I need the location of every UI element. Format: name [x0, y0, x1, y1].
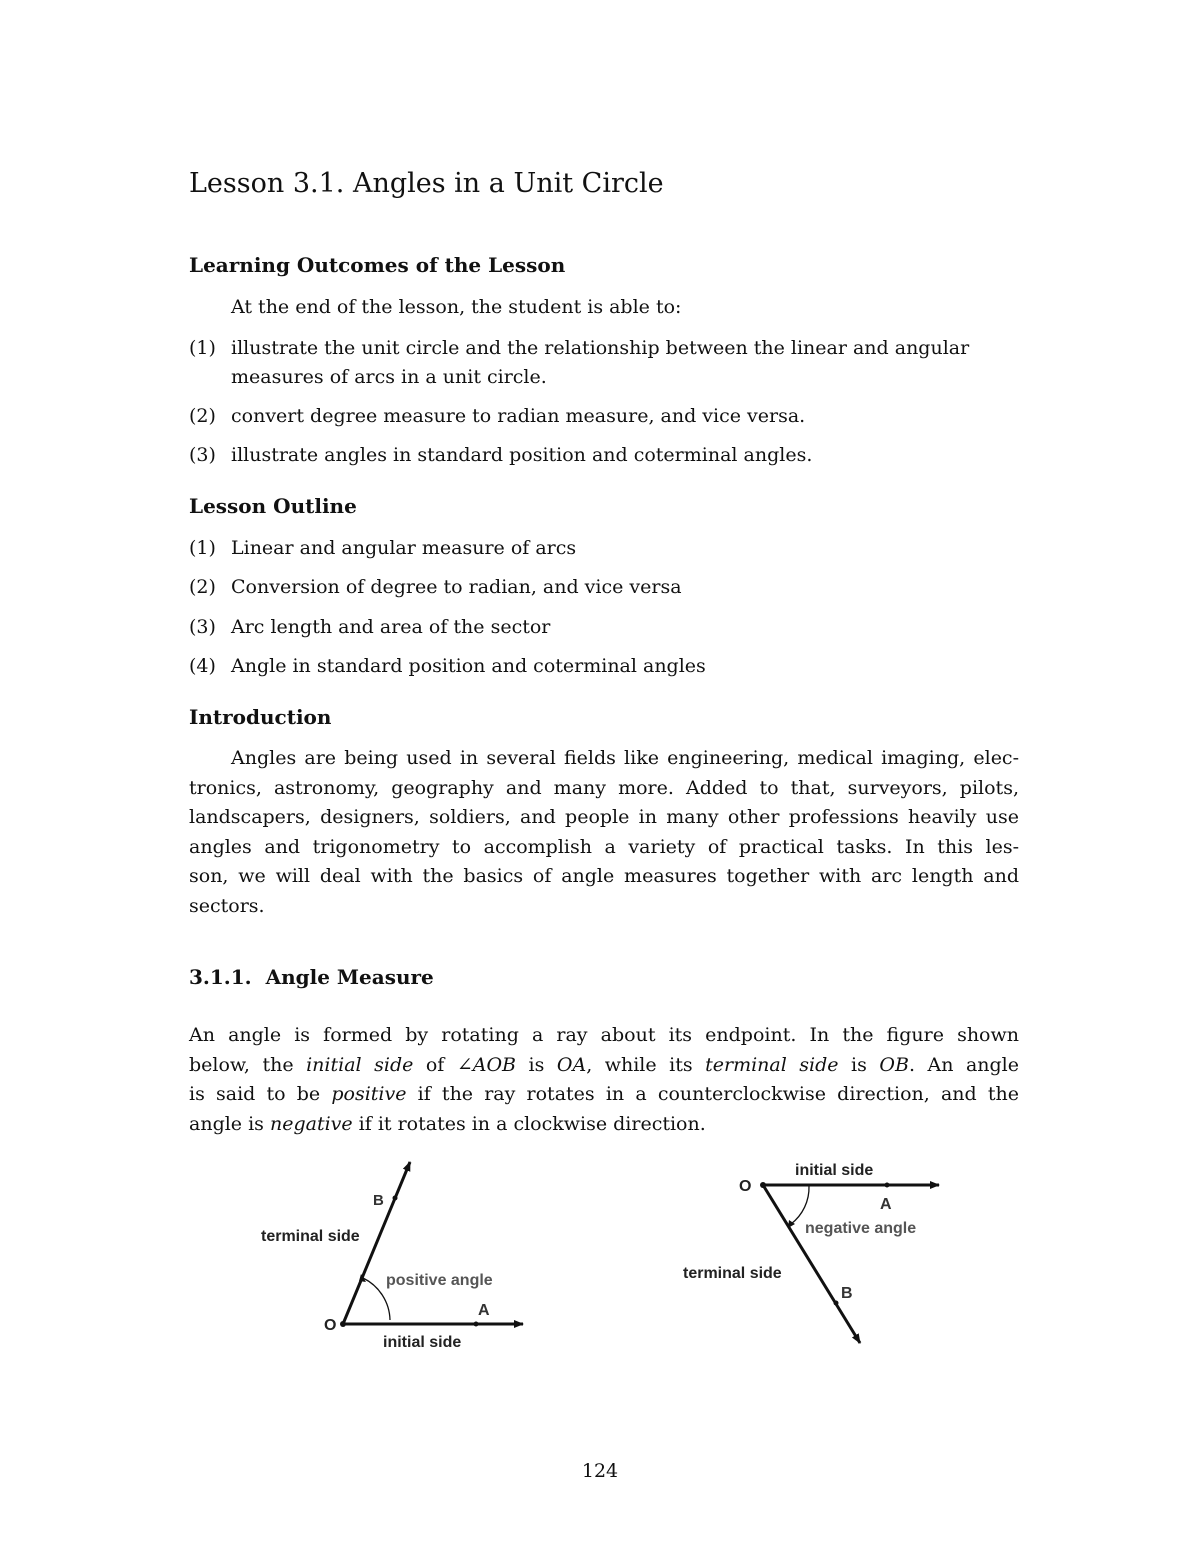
- label-a: A: [478, 1302, 490, 1319]
- label-negative-angle: negative angle: [805, 1220, 917, 1237]
- point-a: [474, 1322, 479, 1327]
- vertex-point-o: [760, 1182, 766, 1188]
- outcome-number: (3): [189, 444, 216, 466]
- math-oa: OA: [556, 1053, 587, 1076]
- label-positive-angle: positive angle: [386, 1272, 493, 1289]
- negative-angle-figure: [675, 1150, 950, 1355]
- outcome-text: measures of arcs in a unit circle.: [231, 366, 547, 388]
- term-initial-side: initial side: [306, 1053, 414, 1076]
- outline-heading: Lesson Outline: [189, 494, 357, 518]
- math-angle-aob: ∠AOB: [456, 1053, 517, 1076]
- outcome-text: illustrate the unit circle and the relationship between the linear and angular: [231, 337, 970, 359]
- outcome-text: convert degree measure to radian measure, and vice versa.: [231, 405, 806, 427]
- paragraph-line: tronics, astronomy, geography and many more. Added to that, surveyors, pilots,: [189, 776, 1019, 799]
- introduction-paragraph: [189, 744, 1019, 921]
- paragraph-line: Angles are being used in several fields like engineering, medical imaging, elec-: [231, 747, 1019, 769]
- outline-text: Conversion of degree to radian, and vice versa: [231, 576, 682, 598]
- text-run: below, the: [189, 1053, 307, 1076]
- text-run: is said to be: [189, 1083, 332, 1105]
- label-initial-side: initial side: [795, 1162, 874, 1179]
- text-run: of: [413, 1053, 457, 1076]
- label-b: B: [373, 1192, 384, 1209]
- point-b: [834, 1301, 839, 1306]
- paragraph-line: [189, 1110, 1019, 1140]
- text-run: , while its: [586, 1053, 706, 1076]
- term-negative: negative: [269, 1112, 353, 1135]
- paragraph-line: [189, 1051, 1019, 1081]
- outline-number: (4): [189, 655, 216, 677]
- text-run: angle is: [189, 1112, 270, 1135]
- outline-text: Arc length and area of the sector: [231, 616, 551, 638]
- outcome-text: illustrate angles in standard position and coterminal angles.: [231, 444, 813, 466]
- text-run: is: [516, 1053, 557, 1076]
- page-number: 124: [581, 1460, 619, 1482]
- outline-number: (3): [189, 616, 216, 638]
- outline-number: (1): [189, 537, 216, 559]
- label-a: A: [880, 1196, 892, 1213]
- positive-angle-figure: [250, 1150, 540, 1360]
- paragraph-line: An angle is formed by rotating a ray about its endpoint. In the figure shown: [189, 1024, 1019, 1046]
- outcomes-intro: At the end of the lesson, the student is able to:: [231, 296, 682, 318]
- outline-text: Angle in standard position and coterminal angles: [231, 655, 706, 677]
- outcomes-heading: Learning Outcomes of the Lesson: [189, 253, 566, 277]
- paragraph-line: landscapers, designers, soldiers, and people in many other professions heavily use: [189, 806, 1019, 828]
- label-initial-side: initial side: [383, 1334, 462, 1351]
- text-run: if the ray rotates in a counterclockwise direction, and the: [406, 1083, 1019, 1105]
- math-ob: OB: [879, 1053, 909, 1076]
- text-run: if it rotates in a clockwise direction.: [352, 1112, 706, 1135]
- negative-angle-arc: [791, 1186, 809, 1224]
- outcome-number: (2): [189, 405, 216, 427]
- term-positive: positive: [331, 1083, 407, 1105]
- lesson-title: Lesson 3.1. Angles in a Unit Circle: [189, 168, 664, 199]
- label-o: O: [739, 1178, 752, 1195]
- introduction-heading: Introduction: [189, 705, 332, 729]
- outcome-number: (1): [189, 337, 216, 359]
- label-terminal-side: terminal side: [683, 1265, 782, 1282]
- term-terminal-side: terminal side: [705, 1053, 839, 1076]
- outline-number: (2): [189, 576, 216, 598]
- outline-text: Linear and angular measure of arcs: [231, 537, 577, 559]
- terminal-side-ray: [763, 1185, 860, 1343]
- section-paragraph: [189, 1021, 1019, 1139]
- section-heading: 3.1.1. Angle Measure: [189, 965, 434, 989]
- text-run: is: [838, 1053, 880, 1076]
- text-run: . An angle: [908, 1053, 1019, 1076]
- vertex-point-o: [340, 1321, 346, 1327]
- paragraph-line: sectors.: [189, 894, 265, 917]
- paragraph-line: [189, 1080, 1019, 1110]
- label-terminal-side: terminal side: [261, 1228, 360, 1245]
- paragraph-line: son, we will deal with the basics of angle measures together with arc length and: [189, 865, 1019, 887]
- paragraph-line: angles and trigonometry to accomplish a variety of practical tasks. In this les-: [189, 835, 1019, 858]
- point-a: [885, 1183, 890, 1188]
- point-b: [393, 1196, 398, 1201]
- label-b: B: [841, 1285, 853, 1302]
- label-o: O: [324, 1317, 337, 1334]
